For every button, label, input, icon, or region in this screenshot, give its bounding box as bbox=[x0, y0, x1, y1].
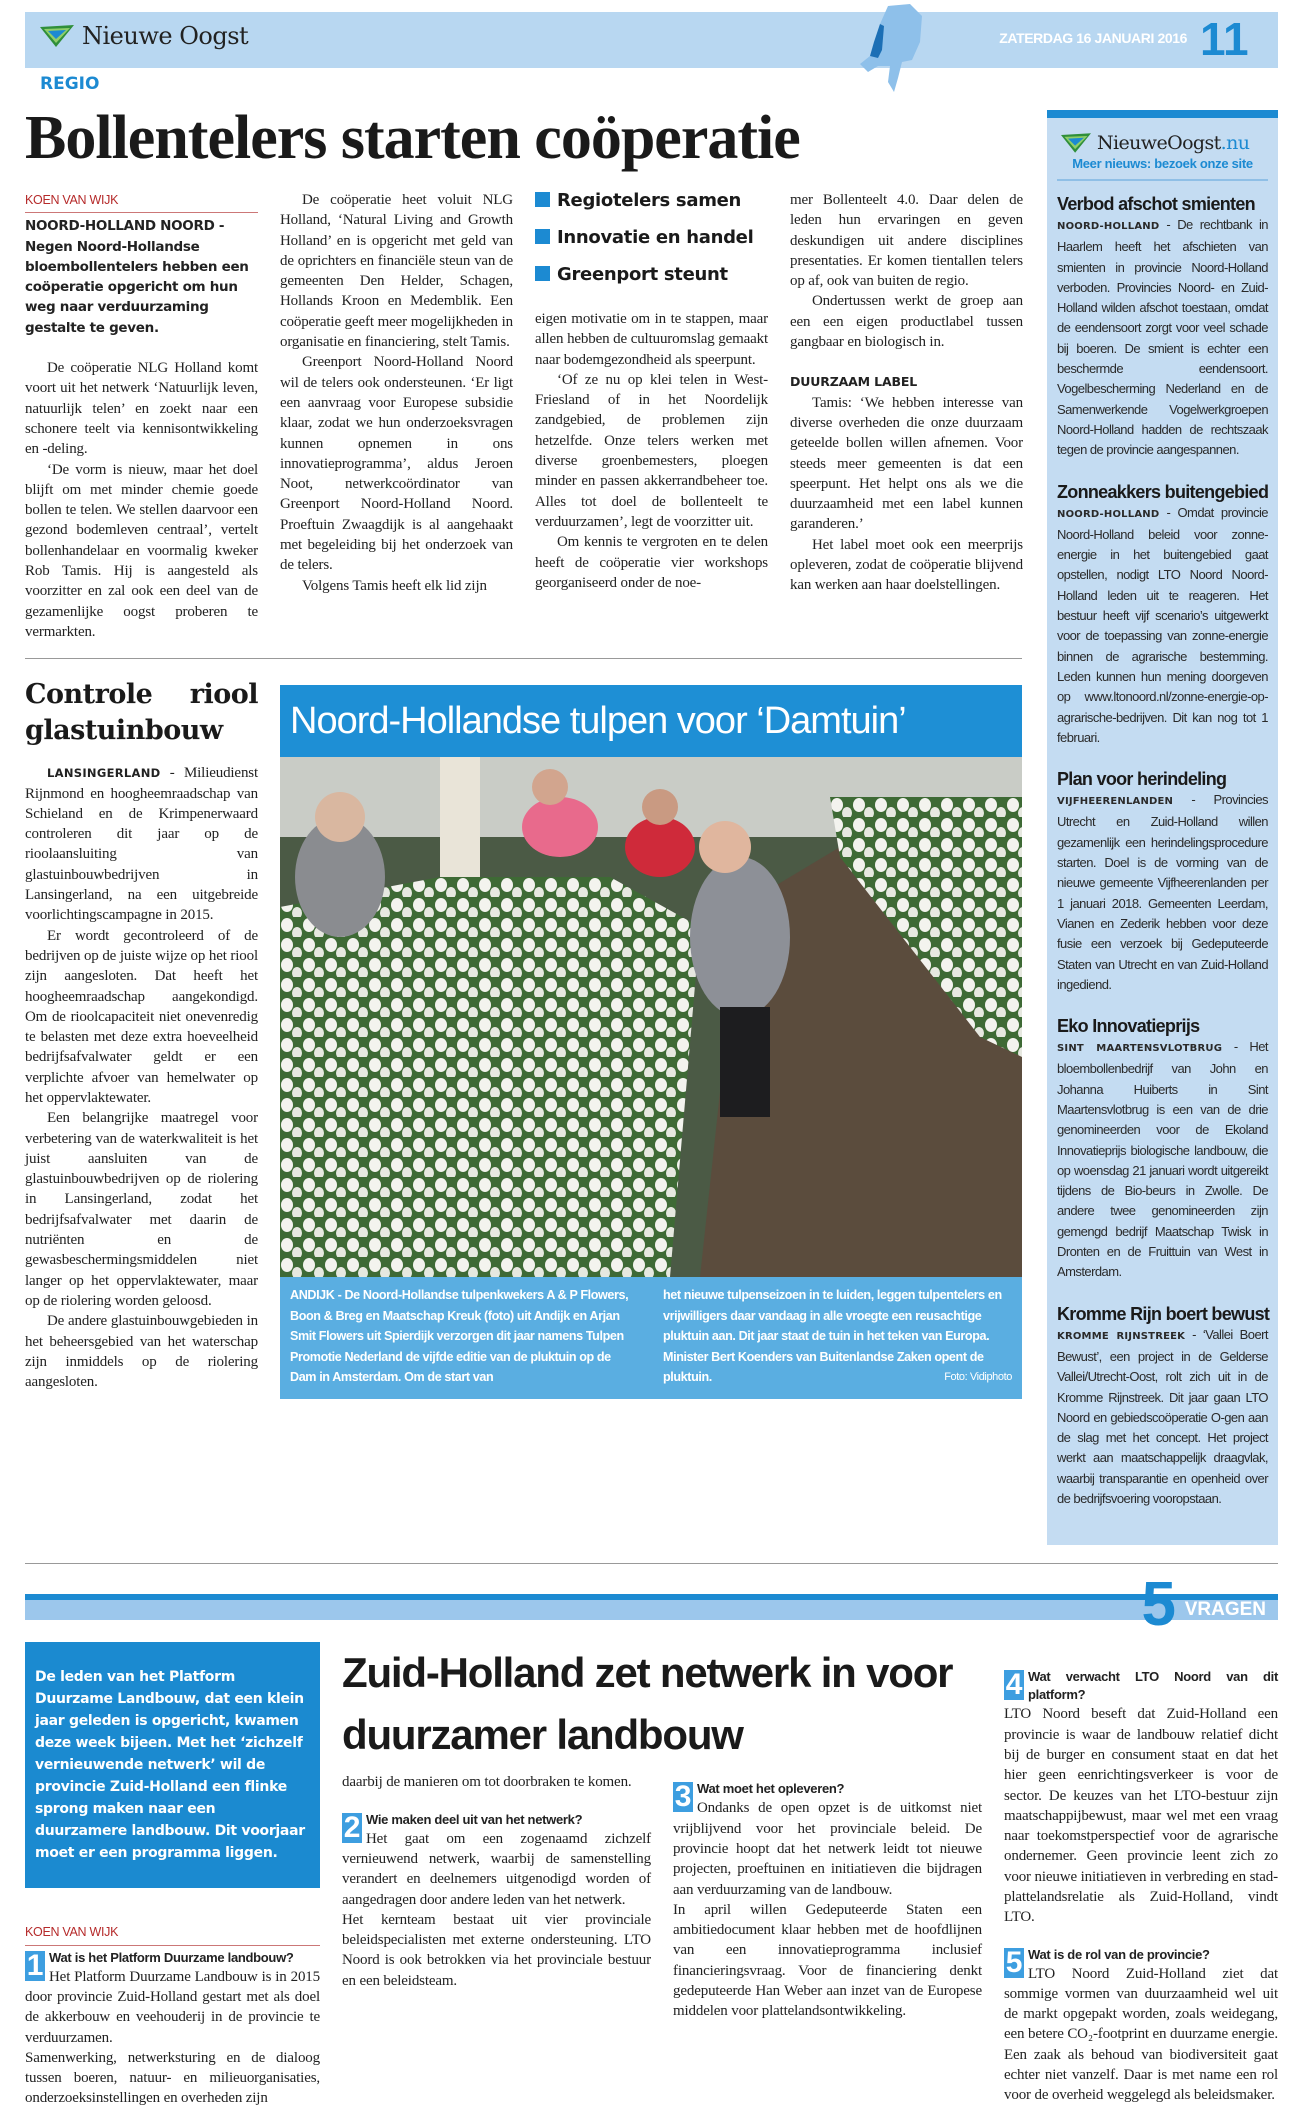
vragen-col-2-3 bbox=[342, 1642, 982, 2021]
key-point: Regiotelers samen bbox=[535, 182, 768, 219]
main-article-col-1 bbox=[25, 190, 258, 642]
question-2 bbox=[342, 1772, 651, 1991]
question-heading: Wat verwacht LTO Noord van dit platform? bbox=[1028, 1669, 1278, 1703]
question-heading: Wat moet het opleveren? bbox=[697, 1781, 845, 1797]
answer-paragraph: Het gaat om een zogenaamd zichzelf vernieuwend netwerk, waarbij de samenstelling verandert en deelnemers uitgenodigd worden of aangedragen door andere leden van het netwerk. bbox=[342, 1830, 651, 1908]
sidebar-tagline-link[interactable]: Meer nieuws: bezoek onze site bbox=[1057, 156, 1268, 181]
sidebar-news-item: Verbod afschot smienten NOORD-HOLLAND - De rechtbank in Haarlem heeft het afschieten van smienten in provincie Noord-Holland verboden. Provincies Noord- en Zuid-Holland wilden afschot toestaan, omdat de eendensoort zorgt voor veel schade bij boeren. De smient is echter een beschermde eendensoort. Vogelbescherming Nederland en de Samenwerkende Vogelwerkgroepen Noord-Holland hadden de rechtszaak tegen de provincie aangespannen. bbox=[1057, 194, 1268, 458]
main-article-col-4 bbox=[790, 190, 1023, 596]
paragraph: Ondertussen werkt de groep aan een een eigen productlabel tussen gangbaar en biologisch in. bbox=[790, 293, 1023, 351]
byline: KOEN VAN WIJK bbox=[25, 190, 258, 213]
question-4-5 bbox=[1004, 1668, 1278, 2105]
vragen-col-1 bbox=[25, 1642, 320, 2108]
number-badge: 1 bbox=[26, 1948, 44, 1982]
main-article-col-3 bbox=[535, 190, 768, 593]
answer-paragraph: Ondanks de open opzet is de uitkomst niet vrijblijvend voor het provinciale beleid. De provincie hoopt dat het netwerk leidt tot nieuwe projecten, proeftuinen en initiatieven die bijdragen aan verduurzaming van de landbouw. bbox=[673, 1800, 982, 1898]
byline: KOEN VAN WIJK bbox=[25, 1922, 320, 1945]
paragraph: ‘De vorm is nieuw, maar het doel blijft om met minder chemie goede bollen te telen. We stellen daarvoor een gezond bodemleven centraal’, vertelt bollenhandelaar en voormalig kweker Rob Tamis. Hij is aangesteld als voorzitter en zal ook een deel van de gezamenlijke oogst proberen te vermarkten. bbox=[25, 461, 258, 640]
paragraph: mer Bollenteelt 4.0. Daar delen de leden hun ervaringen en geven deskundigen uit andere disciplines presentaties. Er komen tientallen telers op af, ook van buiten de regio. bbox=[790, 192, 1023, 290]
vragen-headline: Zuid-Holland zet netwerk in voor duurzamer landbouw bbox=[342, 1649, 953, 1759]
paragraph: Volgens Tamis heeft elk lid zijn bbox=[302, 577, 487, 594]
main-article-col-2 bbox=[280, 190, 513, 596]
photo-credit: Foto: Vidiphoto bbox=[944, 1371, 1012, 1384]
intro-box: De leden van het Platform Duurzame Landbouw, dat een klein jaar geleden is opgericht, kwamen deze week bijeen. Met het ‘zichzelf vernieuwende netwerk’ wil de provincie Zuid-Holland een flinke sprong maken naar een duurzamere landbouw. Dit voorjaar moet er een programma liggen. bbox=[25, 1642, 320, 1888]
main-content bbox=[25, 98, 1022, 1545]
key-points bbox=[535, 182, 768, 293]
caption-right: het nieuwe tulpenseizoen in te luiden, leggen tulpentelers en vrijwilligers daar vandaag in alle vroegte een reusachtige pluktuin aan. Dit jaar staat de tuin in het teken van Europa. Minister Bert Koenders van Buitenlandse Zaken opent de pluktuin. Foto: Vidiphoto bbox=[663, 1285, 1012, 1391]
photo-feature-title: Noord-Hollandse tulpen voor ‘Damtuin’ bbox=[280, 685, 1022, 757]
top-section bbox=[25, 98, 1278, 1545]
number-badge: 3 bbox=[674, 1780, 692, 1814]
question-3 bbox=[673, 1780, 982, 2021]
page-body bbox=[25, 0, 1278, 2109]
tulip-photo bbox=[280, 757, 1022, 1277]
key-point: Innovatie en handel bbox=[535, 219, 768, 256]
paragraph: eigen motivatie om in te stappen, maar allen hebben de cultuuromslag gemaakt naar bodemgezondheid als speerpunt. bbox=[535, 311, 768, 368]
logo-leaf-icon bbox=[1061, 133, 1091, 153]
paragraph: ‘Of ze nu op klei telen in West-Friesland of in het Noordelijk zandgebied, de problemen zijn hetzelfde. Onze telers werken met diverse groenbemesters, ploegen minder en passen akkerrandbeheer toe. Alles tot doel de bollenteelt te verduurzamen’, legt de voorzitter uit. bbox=[535, 371, 768, 530]
caption-left: ANDIJK - De Noord-Hollandse tulpenkwekers A & P Flowers, Boon & Breg en Maatschap Kreuk (foto) uit Andijk en Arjan Smit Flowers uit Spierdijk verzorgen dit jaar namens Tulpen Promotie Nederland de vijfde editie van de pluktuin op de Dam in Amsterdam. Om de start van bbox=[290, 1288, 629, 1385]
paragraph: Het label moet ook een meerprijs opleveren, zodat de coöperatie blijvend kan werken aan haar doelstellingen. bbox=[790, 536, 1023, 594]
paragraph: De coöperatie heet voluit NLG Holland, ‘Natural Living and Growth Holland’ en is opgericht met geld van de oprichters en financiële steun van de gemeenten Den Helder, Schagen, Hollands Kroon en Medemblik. Een coöperatie geeft meer mogelijkheden in organisatie en financiering, stelt Tamis. bbox=[280, 192, 513, 351]
page-number: 11 bbox=[1200, 13, 1249, 65]
section-label: REGIO bbox=[40, 74, 100, 94]
answer-paragraph: Samenwerking, netwerksturing en de dialoog tussen boeren, natuur- en milieuorganisaties, onderzoeksinstellingen en overheden zijn bbox=[25, 2049, 320, 2107]
question-row bbox=[342, 1772, 982, 2021]
sidebar-news-item: Kromme Rijn boert bewust KROMME RIJNSTREEK - ‘Vallei Boert Bewust’, een project in de Gelderse Vallei/Utrecht-Oost, rolt zich uit in de Kromme Rijnstreek. Dit jaar gaan LTO Noord en gebiedscoöperatie O-gen aan de slag met het concept. Het project werkt aan maatschappelijk draagvlak, waarbij transparantie en openheid over de bedrijfsvoering vooropstaan. bbox=[1057, 1303, 1270, 1507]
answer-paragraph: In april willen Gedeputeerde Staten een ambitiedocument klaar hebben met de hoofdlijnen van een innovatieprogramma inclusief financieringsvraag. Voor de financiering denkt gedeputeerde Han Weber aan inzet van de Europese middelen voor plattelandsontwikkeling. bbox=[673, 1901, 982, 2020]
tulip-greenhouse-image bbox=[280, 757, 1022, 1277]
question-1 bbox=[25, 1922, 320, 2108]
square-bullet-icon bbox=[535, 266, 550, 281]
sidebar-news-item: Eko Innovatieprijs SINT MAARTENSVLOTBRUG - Het bloembollenbedrijf van John en Johanna Huiberts in Sint Maartensvlotbrug is een van de drie genomineerden voor de Ekoland Innovatieprijs biologische landbouw, die op woensdag 21 januari wordt uitgereikt tijdens de Bio-beurs in Zwolle. De andere twee genomineerden zijn gemengd bedrijf Maatschap Twisk in Dronten en de Fruittuin van West in Amsterdam. bbox=[1057, 1016, 1268, 1280]
paragraph: Er wordt gecontroleerd of de bedrijven op de juiste wijze op het riool zijn aangesloten. Dat heeft het hoogheemraadschap aangekondigd. Om de rioolcapaciteit niet onevenredig te belasten met deze extra hoeveelheid bedrijfsafvalwater geldt er een verplichte afvoer van hemelwater op het oppervlaktewater. bbox=[25, 927, 258, 1106]
second-row bbox=[25, 677, 1022, 1399]
main-headline: Bollentelers starten coöperatie bbox=[25, 104, 800, 172]
subheading: DUURZAAM LABEL bbox=[790, 374, 918, 390]
answer-paragraph: Het kernteam bestaat uit vier provinciale beleidspecialisten met externe ondersteuning. LTO Noord is ook betrokken via het provinciale bestuur en een beleidsteam. bbox=[342, 1911, 651, 1989]
continuation-text: daarbij de manieren om tot doorbraken te komen. bbox=[342, 1774, 632, 1791]
sidebar-logo[interactable]: NieuweOogst.nu bbox=[1061, 132, 1268, 154]
paragraph: Om kennis te vergroten en te delen heeft de coöperatie vier workshops georganiseerd onder de noe- bbox=[535, 534, 768, 591]
paragraph: LANSINGERLAND - Milieudienst Rijnmond en hoogheemraadschap van Schieland en de Krimpenerwaard controleren dit jaar op de rioolaansluiting van glastuinbouwbedrijven in Lansingerland, na een uitgebreide voorlichtingscampagne in 2015. bbox=[25, 765, 258, 924]
photo-caption bbox=[280, 1277, 1022, 1399]
question-4 bbox=[1004, 1668, 1278, 1927]
paragraph: De andere glastuinbouwgebieden in het beheersgebied van het waterschap zijn inmiddels op de riolering aangesloten. bbox=[25, 1313, 258, 1391]
question-heading: Wat is het Platform Duurzame landbouw? bbox=[49, 1949, 294, 1965]
riool-article bbox=[25, 677, 258, 1392]
answer-paragraph: LTO Noord Zuid-Holland ziet dat sommige vormen van duurzaamheid wel uit de markt opgepakt worden, zoals weidegang, een betere CO₂-footprint en duurzame energie. Een zaak als behoud van biodiversiteit gaat echter niet vanzelf. Daar is met name een rol voor de overheid weggelegd als beleidsmaker. bbox=[1004, 1965, 1278, 2104]
question-heading: Wie maken deel uit van het netwerk? bbox=[366, 1811, 583, 1827]
divider bbox=[25, 658, 1022, 659]
five-numeral: 5 bbox=[1141, 1570, 1176, 1640]
square-bullet-icon bbox=[535, 192, 550, 207]
vragen-columns bbox=[25, 1642, 1278, 2108]
answer-paragraph: Het Platform Duurzame Landbouw is in 2015 door provincie Zuid-Holland gestart met als doel de akkerbouw en veehouderij in de provincie te verduurzamen. bbox=[25, 1968, 320, 2046]
paragraph: De coöperatie NLG Holland komt voort uit het netwerk ‘Natuurlijk leven, natuurlijk telen’ en zoekt naar een schonere teelt via kennisontwikkeling en -deling. bbox=[25, 360, 258, 458]
logo-text: Nieuwe Oogst bbox=[82, 22, 249, 50]
divider bbox=[25, 1563, 1278, 1564]
vragen-label: VRAGEN bbox=[1184, 1599, 1266, 1621]
paragraph: Een belangrijke maatregel voor verbetering van de waterkwaliteit is het juist aansluiten van de glastuinbouwbedrijven op de riolering in Lansingerland, zodat het bedrijfsafvalwater met daarin de nutriënten en de gewasbeschermingsmiddelen niet langer op het oppervlaktewater, maar op de riolering worden geloosd. bbox=[25, 1110, 258, 1309]
key-point: Greenport steunt bbox=[535, 256, 768, 293]
vragen-band bbox=[25, 1570, 1278, 1640]
vragen-section bbox=[25, 1563, 1278, 2108]
sidebar-news-item: Zonneakkers buitengebied NOORD-HOLLAND - Omdat provincie Noord-Holland beleid voor zonne-energie in het buitengebied gaat opstellen, nodigt LTO Noord Noord-Holland leden uit te reageren. Het bestuur heeft vijf scenario’s uitgewerkt voor de toepassing van zonne-energie binnen de agrarische bestemming. Leden kunnen hun mening doorgeven op www.ltonoord.nl/zonne-energie-op-agrarische-bedrijven. Dit kan nog tot 1 februari. bbox=[1057, 481, 1269, 745]
number-badge: 5 bbox=[1005, 1945, 1023, 1979]
main-article bbox=[25, 190, 1022, 642]
lead-paragraph: NOORD-HOLLAND NOORD - Negen Noord-Hollandse bloembollentelers hebben een coöperatie opgericht om hun weg naar verduurzaming gestalte te geven. bbox=[25, 218, 249, 336]
paragraph: Greenport Noord-Holland Noord wil de telers ook ondersteunen. ‘Er ligt een aanvraag voor Europese subsidie klaar, zodat we hun onderzoeksvragen kunnen opnemen in ons innovatieprogramma’, aldus Jeroen Noot, netwerkcoördinator van Greenport Noord-Holland Noord. Proeftuin Zwaagdijk is al aangehaakt met begeleiding bij het onderzoek van de telers. bbox=[280, 354, 513, 574]
number-badge: 4 bbox=[1005, 1668, 1023, 1702]
question-heading: Wat is de rol van de provincie? bbox=[1028, 1946, 1210, 1962]
answer-paragraph: LTO Noord beseft dat Zuid-Holland een provincie is waar de landbouw relatief dicht bij de burger en consument staat en dat het hier geen eenrichtingsverkeer is voor de sector. De keuzes van het LTO-bestuur zijn maatschappijbewust, maar wel met een vraag naar toekomstperspectief voor de agrarische ondernemer. Geen provincie leent zich zo voor nieuwe initiatieven in verbreding en stad-plattelandsrelatie als Zuid-Holland, vindt LTO. bbox=[1004, 1706, 1278, 1926]
riool-headline: Controle riool glastuinbouw bbox=[25, 679, 258, 747]
question-5 bbox=[1004, 1946, 1278, 2106]
photo-feature bbox=[280, 685, 1022, 1399]
paragraph: Tamis: ‘We hebben interesse van diverse overheden die onze duurzaam geteelde bollen willen afnemen. Voor steeds meer gemeenten is dat een speerpunt. Het helpt ons als we die duurzaamheid met een label kunnen garanderen.’ bbox=[790, 394, 1023, 533]
news-sidebar bbox=[1047, 110, 1278, 1545]
issue-date: ZATERDAG 16 JANUARI 2016 bbox=[999, 30, 1187, 46]
sidebar-news-item: Plan voor herindeling VIJFHEERENLANDEN - Provincies Utrecht en Zuid-Holland willen gezamenlijk een herindelingsprocedure starten. Doel is de vorming van de nieuwe gemeente Vijfheerenlanden per 1 januari 2018. Gemeenten Leerdam, Vianen en Zederik hebben voor deze fusie een verzoek bij Gedeputeerde Staten van Utrecht en van Zuid-Holland ingediend. bbox=[1057, 769, 1268, 992]
square-bullet-icon bbox=[535, 229, 550, 244]
number-badge: 2 bbox=[343, 1810, 361, 1844]
